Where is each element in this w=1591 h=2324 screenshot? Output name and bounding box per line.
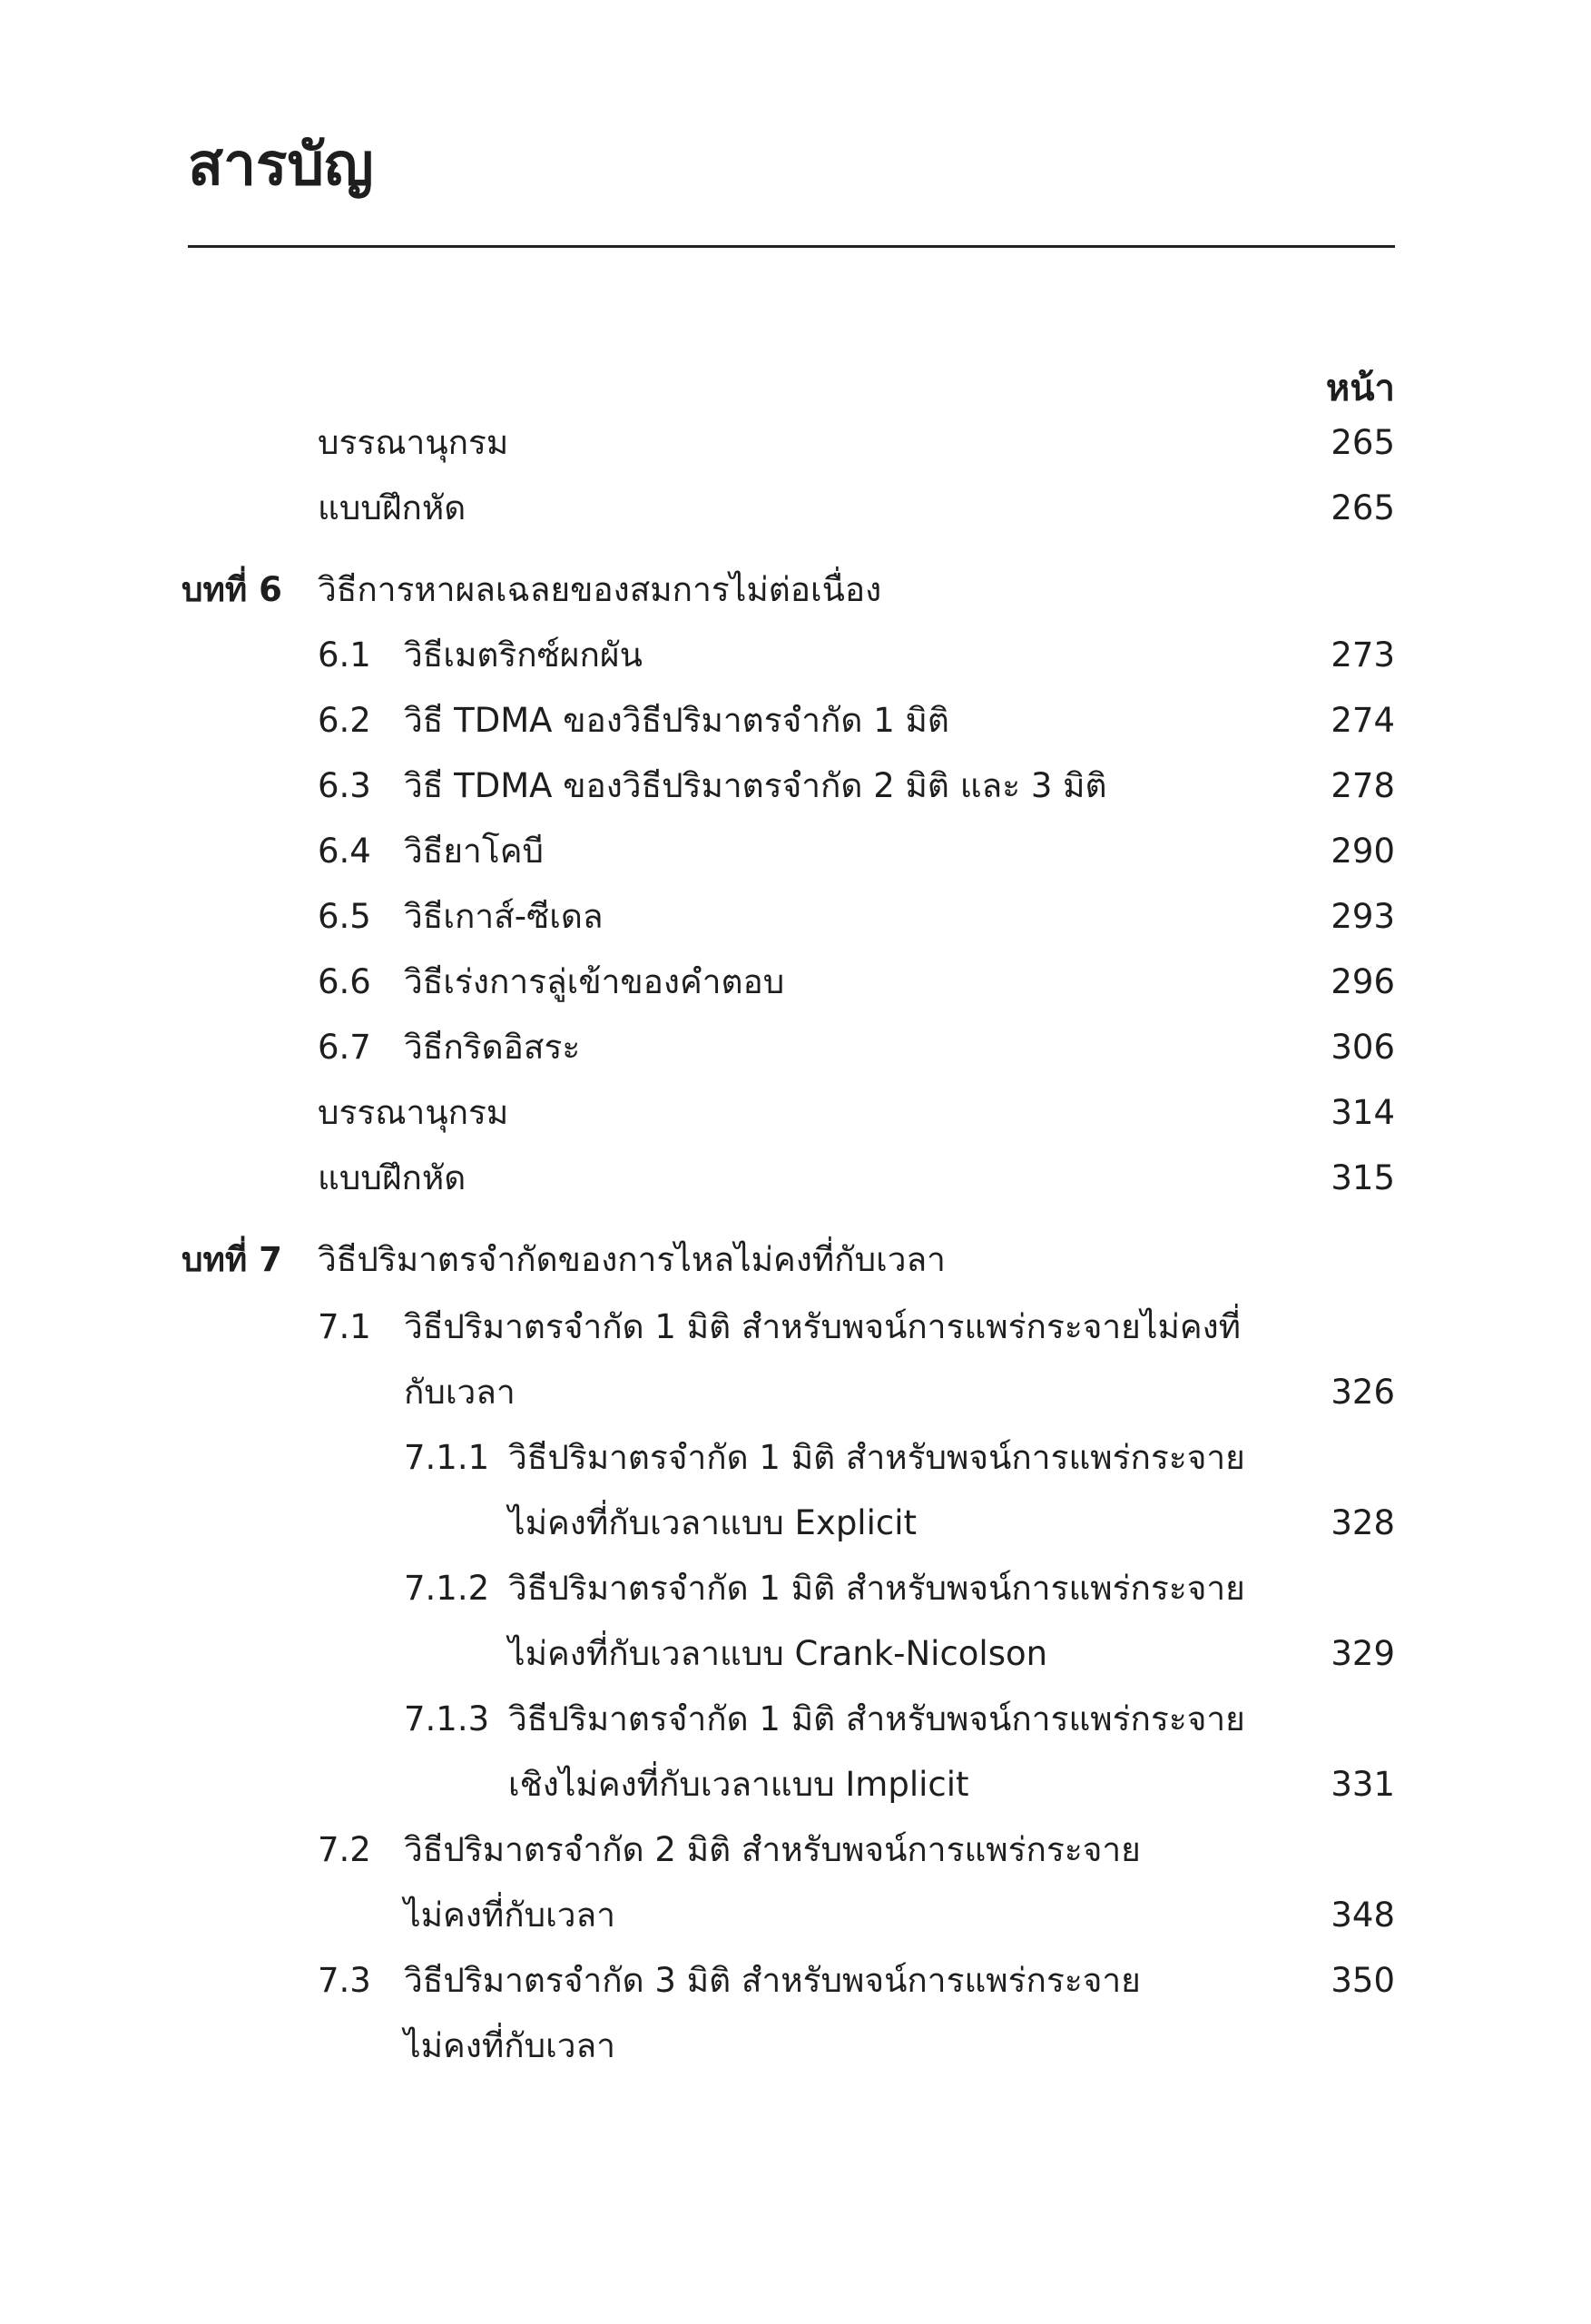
- section-number: 7.2: [318, 1830, 371, 1869]
- section-number: 6.5: [318, 897, 371, 936]
- section-number: 7.3: [318, 1961, 371, 2000]
- subsection-number: 7.1.3: [404, 1699, 490, 1738]
- toc-entry-text: วิธีปริมาตรจำกัด 3 มิติ สำหรับพจน์การแพร่กระจาย: [404, 1961, 1141, 2000]
- toc-entry-text: วิธีเกาส์-ซีเดล: [404, 897, 604, 936]
- toc-entry-text: วิธีเมตริกซ์ผกผัน: [404, 635, 643, 675]
- title-rule: [188, 245, 1395, 248]
- toc-entry-text-continued: ไม่คงที่กับเวลา: [404, 1896, 615, 1935]
- toc-entry-page: 296: [1331, 962, 1395, 1001]
- toc-entry-text: วิธีกริดอิสระ: [404, 1028, 581, 1067]
- toc-entry-text: วิธีปริมาตรจำกัด 2 มิติ สำหรับพจน์การแพร่กระจาย: [404, 1830, 1141, 1869]
- section-number: 6.3: [318, 766, 371, 805]
- toc-entry-page: 274: [1331, 701, 1395, 740]
- section-number: 6.1: [318, 635, 371, 675]
- subsection-number: 7.1.1: [404, 1438, 490, 1477]
- chapter-label: บทที่ 7: [182, 1240, 282, 1279]
- toc-entry-text: วิธีปริมาตรจำกัด 1 มิติ สำหรับพจน์การแพร่กระจาย: [508, 1438, 1245, 1477]
- toc-entry-page: 329: [1331, 1634, 1395, 1673]
- chapter-title: วิธีปริมาตรจำกัดของการไหลไม่คงที่กับเวลา: [318, 1240, 946, 1279]
- section-number: 6.6: [318, 962, 371, 1001]
- chapter-label: บทที่ 6: [182, 570, 282, 609]
- toc-entry-text: แบบฝึกหัด: [318, 1158, 466, 1197]
- toc-entry-page: 290: [1331, 832, 1395, 871]
- subsection-number: 7.1.2: [404, 1569, 490, 1608]
- toc-entry-text-continued: กับเวลา: [404, 1373, 516, 1412]
- toc-entry-text: บรรณานุกรม: [318, 1093, 509, 1132]
- toc-entry-page: 331: [1331, 1765, 1395, 1804]
- toc-entry-text: วิธียาโคบี: [404, 832, 544, 871]
- toc-entry-text: วิธี TDMA ของวิธีปริมาตรจำกัด 2 มิติ และ 3 มิติ: [404, 766, 1107, 805]
- page-column-heading: หน้า: [1325, 368, 1395, 409]
- toc-entry-page: 326: [1331, 1373, 1395, 1412]
- toc-entry-page: 348: [1331, 1896, 1395, 1935]
- toc-entry-text: วิธี TDMA ของวิธีปริมาตรจำกัด 1 มิติ: [404, 701, 949, 740]
- toc-entry-page: 314: [1331, 1093, 1395, 1132]
- toc-entry-text-continued: ไม่คงที่กับเวลาแบบ Explicit: [508, 1503, 917, 1542]
- toc-entry-page: 278: [1331, 766, 1395, 805]
- section-number: 7.1: [318, 1307, 371, 1346]
- toc-entry-text: บรรณานุกรม: [318, 423, 509, 462]
- toc-entry-text: วิธีปริมาตรจำกัด 1 มิติ สำหรับพจน์การแพร่กระจาย: [508, 1699, 1245, 1738]
- toc-entry-page: 328: [1331, 1503, 1395, 1542]
- toc-entry-page: 350: [1331, 1961, 1395, 2000]
- toc-entry-text: วิธีปริมาตรจำกัด 1 มิติ สำหรับพจน์การแพร่กระจาย: [508, 1569, 1245, 1608]
- toc-entry-page: 273: [1331, 635, 1395, 675]
- toc-entry-page: 293: [1331, 897, 1395, 936]
- section-number: 6.2: [318, 701, 371, 740]
- toc-entry-text: วิธีปริมาตรจำกัด 1 มิติ สำหรับพจน์การแพร่กระจายไม่คงที่: [404, 1307, 1242, 1346]
- toc-entry-text-continued: ไม่คงที่กับเวลา: [404, 2026, 615, 2065]
- section-number: 6.4: [318, 832, 371, 871]
- toc-entry-text: วิธีเร่งการลู่เข้าของคำตอบ: [404, 962, 785, 1001]
- toc-entry-page: 265: [1331, 488, 1395, 527]
- page-title: สารบัญ: [188, 132, 374, 199]
- toc-entry-text: แบบฝึกหัด: [318, 488, 466, 527]
- toc-entry-text-continued: ไม่คงที่กับเวลาแบบ Crank-Nicolson: [508, 1634, 1048, 1673]
- toc-entry-page: 306: [1331, 1028, 1395, 1067]
- toc-entry-page: 265: [1331, 423, 1395, 462]
- section-number: 6.7: [318, 1028, 371, 1067]
- chapter-title: วิธีการหาผลเฉลยของสมการไม่ต่อเนื่อง: [318, 570, 882, 609]
- toc-entry-text-continued: เชิงไม่คงที่กับเวลาแบบ Implicit: [508, 1765, 969, 1804]
- toc-entry-page: 315: [1331, 1158, 1395, 1197]
